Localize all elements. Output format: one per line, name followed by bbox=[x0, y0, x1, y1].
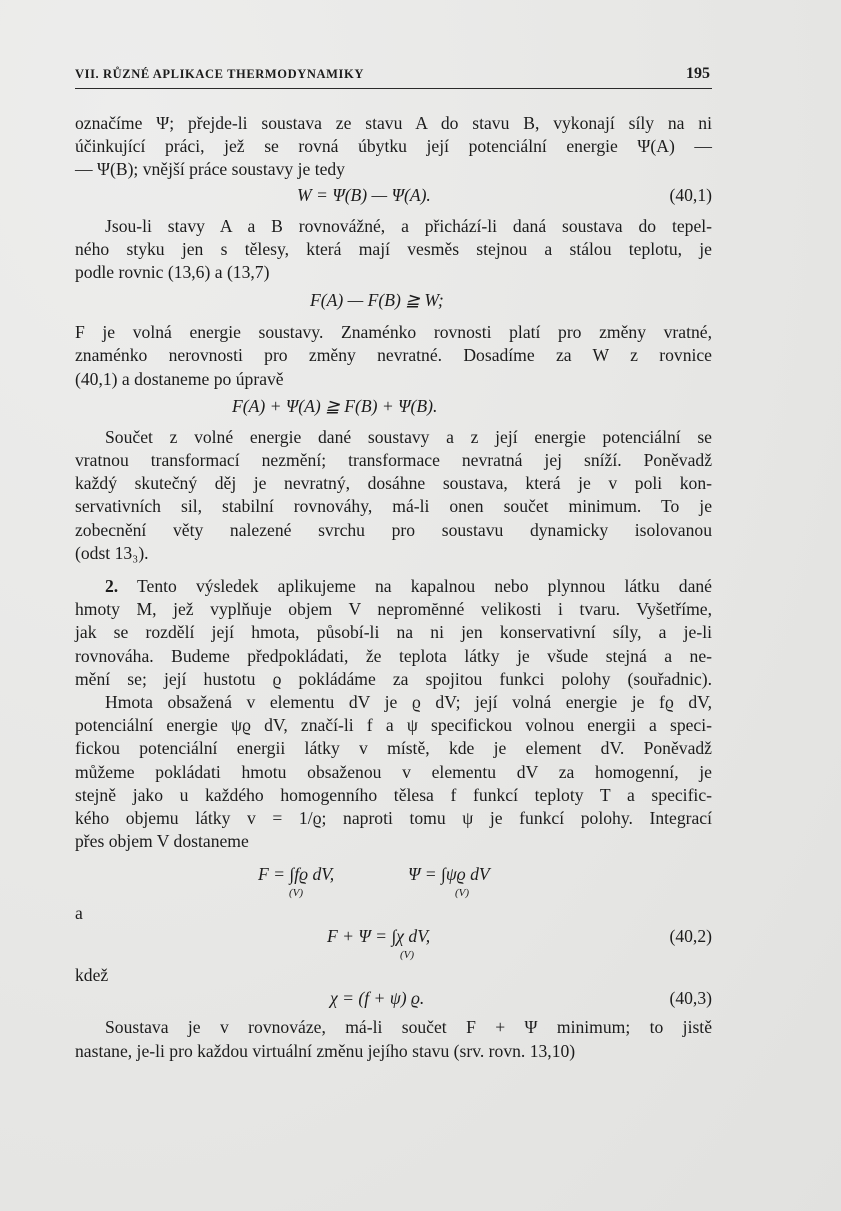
section-number: 2. bbox=[105, 576, 119, 597]
body-text bbox=[75, 112, 712, 1063]
text-line: (odst 13₃). bbox=[75, 542, 149, 563]
equation-number: (40,3) bbox=[669, 988, 712, 1009]
text-line: hmoty M, jež vyplňuje objem V nepromĕnné velikosti i tvaru. Vyšetříme, bbox=[75, 599, 712, 620]
equation-40-2 bbox=[75, 923, 712, 965]
equation-40-3 bbox=[75, 985, 712, 1012]
equation-formula: F + Ψ = ∫χ dV, bbox=[327, 926, 431, 947]
connector-kdez: kdež bbox=[75, 965, 109, 986]
equation-free-energy-inequality bbox=[75, 284, 712, 317]
equation-integrals bbox=[75, 861, 712, 903]
text-line: — Ψ(B); vnější práce soustavy je tedy bbox=[75, 159, 345, 180]
equation-40-1 bbox=[75, 182, 712, 209]
paragraph-7 bbox=[75, 1016, 712, 1062]
running-head: VII. RŮZNÉ APLIKACE THERMODYNAMIKY bbox=[75, 67, 364, 81]
text-line: mění se; její hustotu ϱ pokládáme za spojitou funkci polohy (souřadnic). bbox=[75, 668, 712, 689]
equation-number: (40,1) bbox=[669, 184, 712, 205]
integral-subscript: (V) bbox=[400, 949, 415, 962]
text-line: rovnováha. Budeme předpokládati, že teplota látky je všude stejná a ne- bbox=[75, 645, 712, 666]
connector-a: a bbox=[75, 903, 83, 924]
text-line: servativních sil, stabilní rovnováhy, má-li onen součet minimum. To je bbox=[75, 496, 712, 517]
text-line: Hmota obsažená v elementu dV je ϱ dV; její volná energie je fϱ dV, bbox=[105, 692, 712, 713]
text-line: podle rovnic (13,6) a (13,7) bbox=[75, 262, 270, 283]
paragraph-1 bbox=[75, 112, 712, 182]
text-line: nastane, je-li pro každou virtuální změnu jejího stavu (srv. rovn. 13,10) bbox=[75, 1040, 576, 1061]
equation-formula: W = Ψ(B) — Ψ(A). bbox=[297, 184, 431, 205]
text-line: Součet z volné energie dané soustavy a z její energie potenciální se bbox=[105, 426, 712, 447]
text-line: zobecnění věty nalezené svrchu pro soustavu dynamicky isolovanou bbox=[75, 519, 712, 540]
equation-formula: F(A) + Ψ(A) ≧ F(B) + Ψ(B). bbox=[232, 395, 438, 416]
integral-subscript: (V) bbox=[289, 887, 304, 900]
text-line: (40,1) a dostaneme po úpravě bbox=[75, 368, 284, 389]
text-line: fickou potenciální energii látky v místě, kde je element dV. Poněvadž bbox=[75, 738, 712, 759]
paragraph-6 bbox=[75, 691, 712, 853]
page-header bbox=[75, 66, 712, 89]
text-line: jak se rozdělí její hmota, působí-li na ni jen konservativní síly, a je-li bbox=[75, 622, 712, 643]
text-line: 2. Tento výsledek aplikujeme na kapalnou nebo plynnou látku dané bbox=[105, 576, 712, 597]
equation-number: (40,2) bbox=[669, 926, 712, 947]
text-line: F je volná energie soustavy. Znaménko rovnosti platí pro změny vratné, bbox=[75, 322, 712, 343]
text-line: vratnou transformací nezmění; transformace nevratná jej sníží. Poněvadž bbox=[75, 450, 712, 471]
text-line: stejně jako u každého homogenního tělesa f funkcí teploty T a specific- bbox=[75, 784, 712, 805]
paragraph-2 bbox=[75, 215, 712, 285]
text-line: potenciální energie ψϱ dV, značí-li f a ψ specifickou volnou energii a speci- bbox=[75, 715, 712, 736]
equation-total-energy-inequality bbox=[75, 391, 712, 422]
equation-formula: F(A) — F(B) ≧ W; bbox=[310, 290, 444, 311]
equation-formula: χ = (f + ψ) ϱ. bbox=[330, 988, 425, 1009]
paragraph-section-2 bbox=[75, 575, 712, 691]
text-line: Soustava je v rovnováze, má-li součet F + Ψ minimum; to jistě bbox=[105, 1017, 712, 1038]
text-line: kého objemu látky v = 1/ϱ; naproti tomu ψ je funkcí polohy. Integrací bbox=[75, 808, 712, 829]
page-number: 195 bbox=[686, 65, 710, 82]
equation-potential-energy-integral: Ψ = ∫ψϱ dV bbox=[408, 864, 490, 885]
text-line: Jsou-li stavy A a B rovnovážné, a přichází-li daná soustava do tepel- bbox=[105, 215, 712, 236]
text-line: každý skutečný děj je nevratný, dosáhne soustava, která je v poli kon- bbox=[75, 473, 712, 494]
text-line: označíme Ψ; přejde-li soustava ze stavu A do stavu B, vykonají síly na ni bbox=[75, 113, 712, 133]
text-line: můžeme pokládati hmotu obsaženou v elementu dV za homogenní, je bbox=[75, 761, 712, 782]
integral-subscript: (V) bbox=[455, 887, 470, 900]
equation-free-energy-integral: F = ∫fϱ dV, bbox=[258, 864, 335, 885]
text-line: účinkující práci, jež se rovná úbytku její potenciální energie Ψ(A) — bbox=[75, 136, 712, 157]
text-line: přes objem V dostaneme bbox=[75, 831, 249, 852]
paragraph-4 bbox=[75, 426, 712, 565]
text-line: ného styku jen s tělesy, která mají vesměs stejnou a stálou teplotu, je bbox=[75, 238, 712, 259]
paragraph-3 bbox=[75, 321, 712, 391]
text-line: znaménko nerovnosti pro změny nevratné. Dosadíme za W z rovnice bbox=[75, 345, 712, 366]
